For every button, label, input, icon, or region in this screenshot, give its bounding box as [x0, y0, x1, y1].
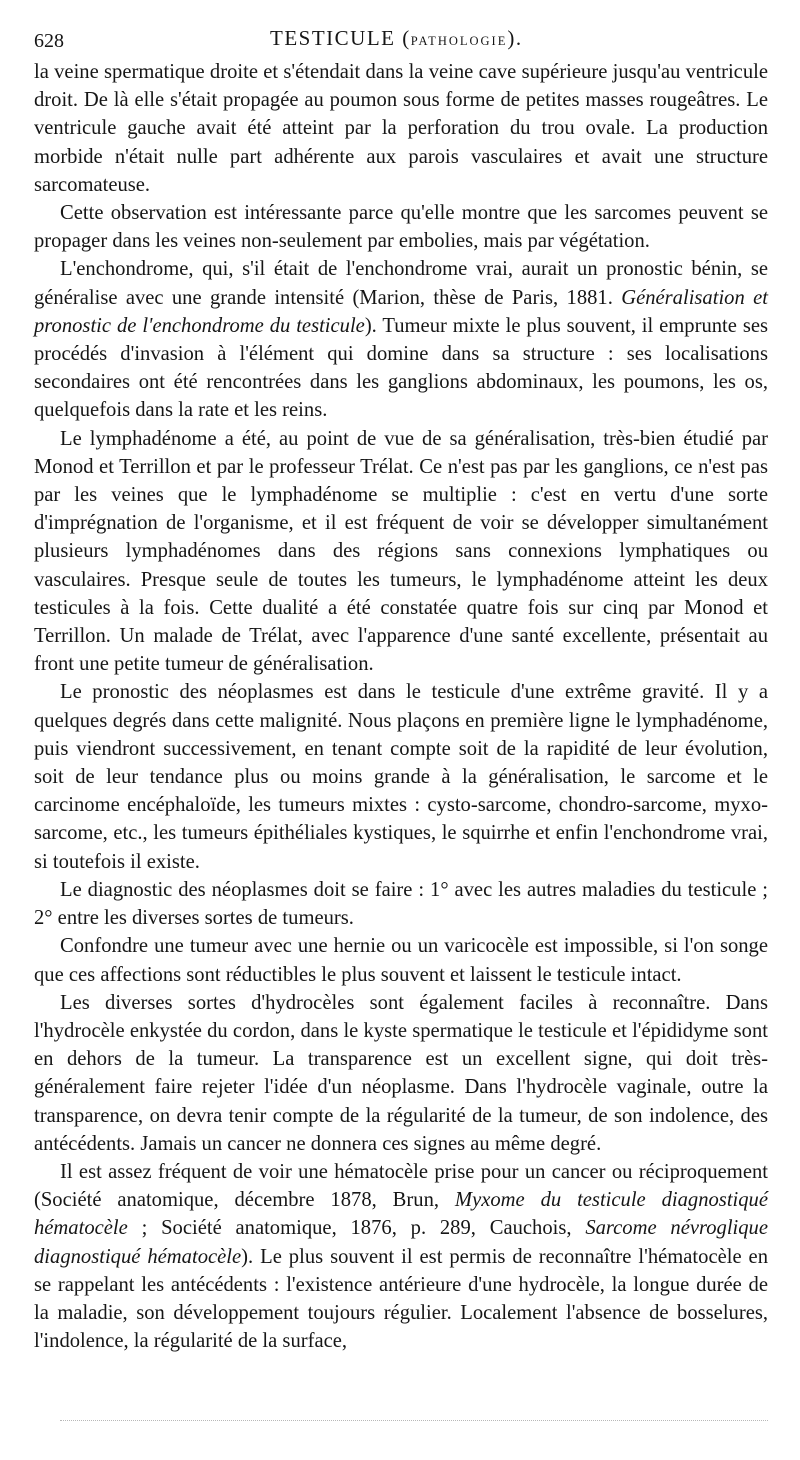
- paragraph-continued: [34, 58, 768, 199]
- paragraph: [34, 425, 768, 679]
- document-page: [34, 22, 768, 1355]
- italic-citation: Myxome du testicule diagnostiqué hématocèle: [34, 1189, 768, 1240]
- text-run: ; Société anatomique, 1876, p. 289, Cauchois,: [127, 1217, 586, 1240]
- paragraph: [34, 678, 768, 875]
- paragraph: [34, 932, 768, 988]
- text-run: Le lymphadénome a été, au point de vue de sa généralisation, très-bien étudié par Monod et Terrillon et par le professeur Trélat. Ce n'est pas par les ganglions, ce n'est pas par les veines que le lymphadénome se multiplie : c'est en vertu d'une sorte d'imprégnation de l'organisme, et il est fréquent de voir se développer simultanément plusieurs lymphadénomes dans des régions sans connexions lymphatiques ou vasculaires. Presque seule de toutes les tumeurs, le lymphadénome atteint les deux testicules à la fois. Cette dualité a été constatée quatre fois sur cinq par Monod et Terrillon. Un malade de Trélat, avec l'apparence d'une santé excellente, présentait au front une petite tumeur de généralisation.: [34, 427, 768, 676]
- text-run: la veine spermatique droite et s'étendait dans la veine cave supérieure jusqu'au ventricule droit. De là elle s'était propagée au poumon sous forme de petites masses rougeâtres. Le ventricule gauche avait été atteint par la perforation du trou ovale. La production morbide n'était nulle part adhérente aux parois vasculaires et avait une structure sarcomateuse.: [34, 61, 768, 196]
- text-run: Il est assez fréquent de voir une hématocèle prise pour un cancer ou réciproquement (Société anatomique, décembre 1878, Brun,: [34, 1160, 768, 1212]
- text-run: Les diverses sortes d'hydrocèles sont également faciles à reconnaître. Dans l'hydrocèle enkystée du cordon, dans le kyste spermatique le testicule et l'épididyme sont en dehors de la tumeur. La transparence est un excellent signe, qui doit très-généralement faire rejeter l'idée d'un néoplasme. Dans l'hydrocèle vaginale, outre la transparence, on devra tenir compte de la régularité de la tumeur, de son indolence, des antécédents. Jamais un cancer ne donnera ces signes au même degré.: [34, 991, 768, 1155]
- paragraph: [34, 255, 768, 424]
- body-text: [34, 58, 768, 1355]
- text-run: ). Le plus souvent il est permis de reconnaître l'hématocèle en se rappelant les antécédents : l'existence antérieure d'une hydrocèle, la longue durée de la maladie, son développement toujours régulier. Localement l'absence de bosselures, l'indolence, la régularité de la surface,: [34, 1245, 768, 1353]
- text-run: Cette observation est intéressante parce qu'elle montre que les sarcomes peuvent se propager dans les veines non-seulement par embolies, mais par végétation.: [34, 202, 768, 253]
- page-number: 628: [34, 30, 64, 52]
- text-run: Confondre une tumeur avec une hernie ou un varicocèle est impossible, si l'on songe que ces affections sont réductibles le plus souvent et laissent le testicule intact.: [34, 935, 768, 986]
- running-title-section: PATHOLOGIE: [410, 34, 508, 48]
- paragraph: [34, 989, 768, 1158]
- page-header: [34, 22, 768, 56]
- text-run: L'enchondrome, qui, s'il était de l'enchondrome vrai, aurait un pronostic bénin, se généralise avec une grande intensité (Marion, thèse de Paris, 1881.: [34, 258, 768, 309]
- paragraph: [34, 876, 768, 932]
- footer-rule: [60, 1420, 768, 1421]
- paragraph: [34, 1158, 768, 1355]
- text-run: Le pronostic des néoplasmes est dans le testicule d'une extrême gravité. Il y a quelques degrés dans cette malignité. Nous plaçons en première ligne le lymphadénome, puis viendront successivement, en tenant compte soit de la rapidité de leur évolution, soit de leur tendance plus ou moins grande à la généralisation, le sarcome et le carcinome encéphaloïde, les tumeurs mixtes : cysto-sarcome, chondro-sarcome, myxo-sarcome, etc., les tumeurs épithéliales kystiques, le squirrhe et enfin l'enchondrome vrai, si toutefois il existe.: [34, 681, 768, 873]
- running-title: TESTICULE (PATHOLOGIE).: [270, 26, 523, 50]
- running-title-main: TESTICULE: [270, 26, 396, 50]
- italic-citation: Généralisation et pronostic de l'enchondrome du testicule: [34, 286, 768, 337]
- text-run: ). Tumeur mixte le plus souvent, il emprunte ses procédés d'invasion à l'élément qui domine dans sa structure : ses localisations secondaires ont été rencontrées dans les ganglions abdominaux, les poumons, les os, quelquefois dans la rate et les reins.: [34, 314, 768, 422]
- text-run: Le diagnostic des néoplasmes doit se faire : 1° avec les autres maladies du testicule ; 2° entre les diverses sortes de tumeurs.: [34, 878, 768, 930]
- italic-citation: Sarcome névroglique diagnostiqué hématocèle: [34, 1217, 768, 1268]
- paragraph: [34, 199, 768, 255]
